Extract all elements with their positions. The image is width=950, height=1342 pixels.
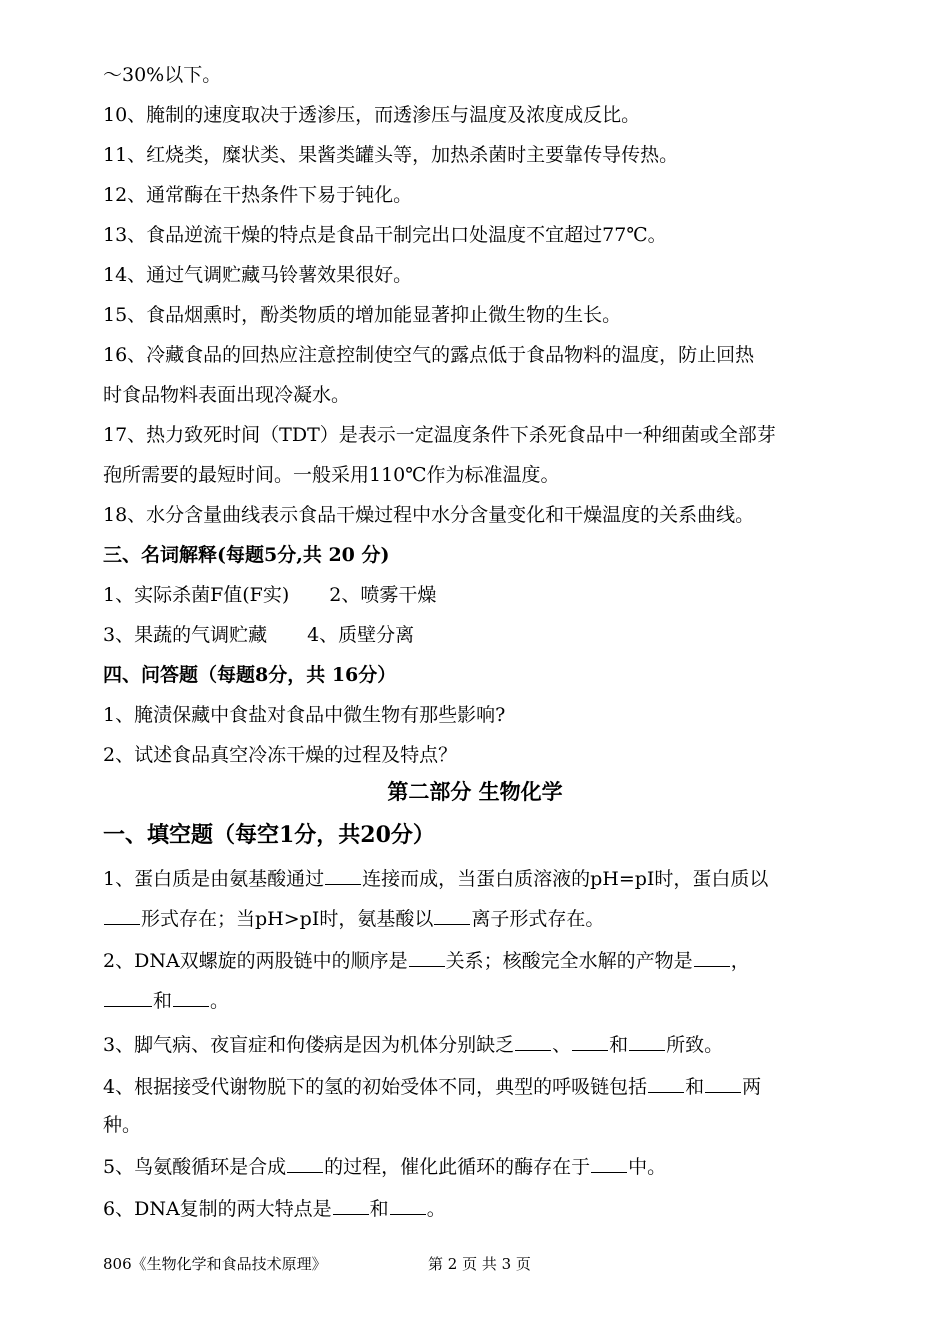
term-item: 2、喷雾干燥 (329, 584, 437, 606)
fill-q2-line1: 2、DNA双螺旋的两股链中的顺序是 关系；核酸完全水解的产物是 ， (103, 946, 850, 974)
answer-blank[interactable] (434, 904, 470, 925)
footer-course: 806《生物化学和食品技术原理》 (103, 1255, 327, 1273)
answer-blank[interactable] (705, 1072, 741, 1093)
tf-line: 12、通常酶在干热条件下易于钝化。 (103, 184, 413, 206)
answer-blank[interactable] (325, 864, 361, 885)
answer-blank[interactable] (648, 1072, 684, 1093)
fill-q4-line1: 4、根据接受代谢物脱下的氢的初始受体不同，典型的呼吸链包括 和 两 (103, 1072, 850, 1100)
answer-blank[interactable] (694, 946, 730, 967)
answer-blank[interactable] (591, 1152, 627, 1173)
tf-line: 17、热力致死时间（TDT）是表示一定温度条件下杀死食品中一种细菌或全部芽 (103, 424, 776, 446)
fill-q4-line2: 种。 (103, 1114, 142, 1136)
answer-blank[interactable] (333, 1194, 369, 1215)
term-item: 3、果蔬的气调贮藏 (103, 624, 268, 646)
tf-line: 18、水分含量曲线表示食品干燥过程中水分含量变化和干燥温度的关系曲线。 (103, 504, 755, 526)
qa-item: 1、腌渍保藏中食盐对食品中微生物有那些影响? (103, 704, 506, 726)
tf-line: 孢所需要的最短时间。一般采用110℃作为标准温度。 (103, 464, 560, 486)
fill-q5: 5、鸟氨酸循环是合成 的过程，催化此循环的酶存在于 中。 (103, 1152, 850, 1180)
answer-blank[interactable] (173, 986, 209, 1007)
tf-line: 时食品物料表面出现冷凝水。 (103, 384, 351, 406)
tf-line: ～30%以下。 (103, 64, 222, 86)
answer-blank[interactable] (287, 1152, 323, 1173)
fill-q2-line2: 和 。 (103, 986, 850, 1014)
fill-q1-line1: 1、蛋白质是由氨基酸通过 连接而成，当蛋白质溶液的pH=pI时，蛋白质以 (103, 864, 850, 892)
term-item: 1、实际杀菌F值(F实) (103, 584, 290, 606)
terms-row-1 (103, 582, 850, 608)
answer-blank[interactable] (409, 946, 445, 967)
tf-line: 10、腌制的速度取决于透渗压，而透渗压与温度及浓度成反比。 (103, 104, 641, 126)
tf-line: 14、通过气调贮藏马铃薯效果很好。 (103, 264, 413, 286)
terms-row-2 (103, 622, 850, 648)
footer-page-number: 第 2 页 共 3 页 (428, 1255, 531, 1273)
answer-blank[interactable] (515, 1030, 551, 1051)
section-title-qa: 四、问答题（每题8分，共 16分） (103, 664, 397, 686)
qa-item: 2、试述食品真空冷冻干燥的过程及特点？ (103, 744, 458, 766)
answer-blank[interactable] (572, 1030, 608, 1051)
answer-blank[interactable] (104, 986, 152, 1007)
tf-line: 13、食品逆流干燥的特点是食品干制完出口处温度不宜超过77℃。 (103, 224, 667, 246)
part-title: 第二部分 生物化学 (387, 779, 563, 804)
term-item: 4、质壁分离 (307, 624, 415, 646)
section-title-fill: 一、填空题（每空1分，共20分） (103, 822, 435, 848)
fill-q3: 3、脚气病、夜盲症和佝偻病是因为机体分别缺乏 、 和 所致。 (103, 1030, 850, 1058)
fill-q6: 6、DNA复制的两大特点是 和 。 (103, 1194, 850, 1222)
fill-q1-line2: 形式存在；当pH>pI时，氨基酸以 离子形式存在。 (103, 904, 850, 932)
tf-line: 16、冷藏食品的回热应注意控制使空气的露点低于食品物料的温度，防止回热 (103, 344, 755, 366)
tf-line: 15、食品烟熏时，酚类物质的增加能显著抑止微生物的生长。 (103, 304, 622, 326)
answer-blank[interactable] (629, 1030, 665, 1051)
tf-line: 11、红烧类，糜状类、果酱类罐头等，加热杀菌时主要靠传导传热。 (103, 144, 679, 166)
answer-blank[interactable] (390, 1194, 426, 1215)
answer-blank[interactable] (104, 904, 140, 925)
section-title-terms: 三、名词解释(每题5分,共 20 分) (103, 544, 390, 566)
